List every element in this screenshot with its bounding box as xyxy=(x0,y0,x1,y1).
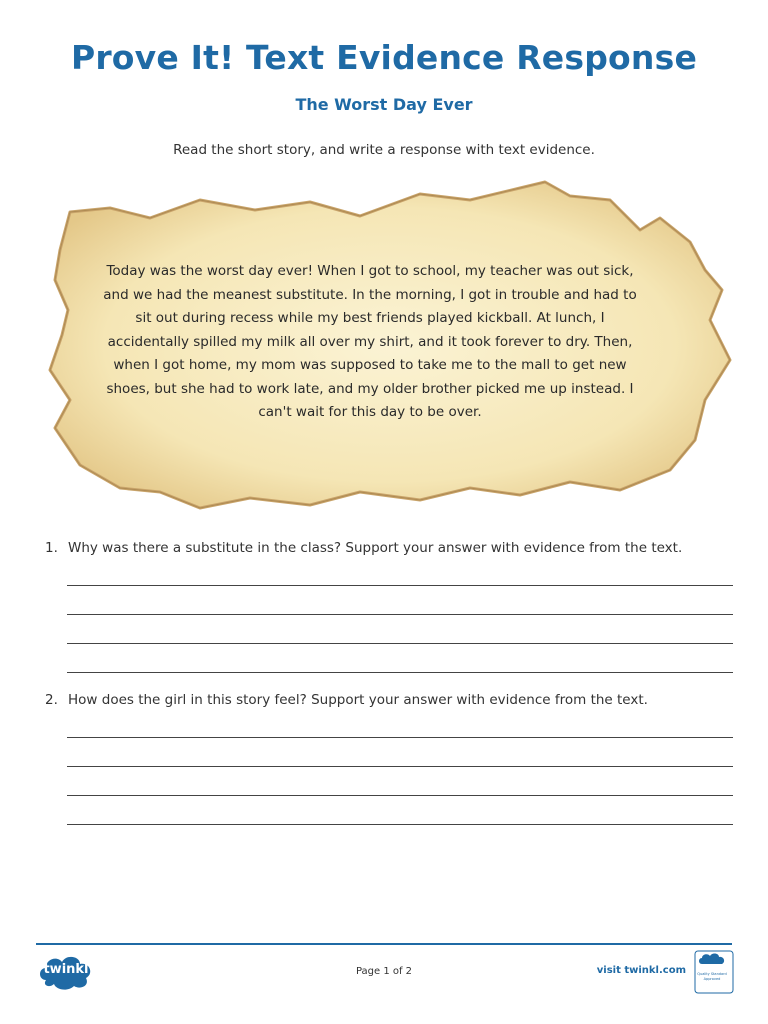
answer-line[interactable] xyxy=(67,737,733,738)
answer-line[interactable] xyxy=(67,643,733,644)
footer-divider xyxy=(36,943,732,945)
question-2 xyxy=(45,692,735,708)
question-text: How does the girl in this story feel? Support your answer with evidence from the text. xyxy=(68,692,648,708)
answer-line[interactable] xyxy=(67,766,733,767)
instructions: Read the short story, and write a response with text evidence. xyxy=(173,142,595,158)
answer-line[interactable] xyxy=(67,795,733,796)
page-title: Prove It! Text Evidence Response xyxy=(70,38,698,77)
question-number: 2. xyxy=(45,692,58,708)
question-number: 1. xyxy=(45,540,58,556)
question-1 xyxy=(45,540,735,556)
question-text: Why was there a substitute in the class? Support your answer with evidence from the text. xyxy=(68,540,683,556)
site-link[interactable]: visit twinkl.com xyxy=(596,965,686,976)
badge-text: Quality Standard Approved xyxy=(697,972,727,981)
page-number: Page 1 of 2 xyxy=(355,966,413,977)
badge-brand: twinkl xyxy=(700,957,724,965)
answer-line[interactable] xyxy=(67,672,733,673)
answer-line[interactable] xyxy=(67,614,733,615)
story-subtitle: The Worst Day Ever xyxy=(295,95,473,114)
story-text: Today was the worst day ever! When I got to school, my teacher was out sick, and we had the meanest substitute. In the morning, I got in trouble and had to sit out during recess while my best friends played kickball. At lunch, I accidentally spilled my milk all over my shirt, and it took forever to dry. Then, when I got home, my mom was supposed to take me to the mall to get new shoes, but she had to work late, and my older brother picked me up instead. I can't wait for this day to be over. xyxy=(103,263,637,420)
answer-line[interactable] xyxy=(67,824,733,825)
answer-line[interactable] xyxy=(67,585,733,586)
logo-text: twinkl xyxy=(43,962,89,977)
